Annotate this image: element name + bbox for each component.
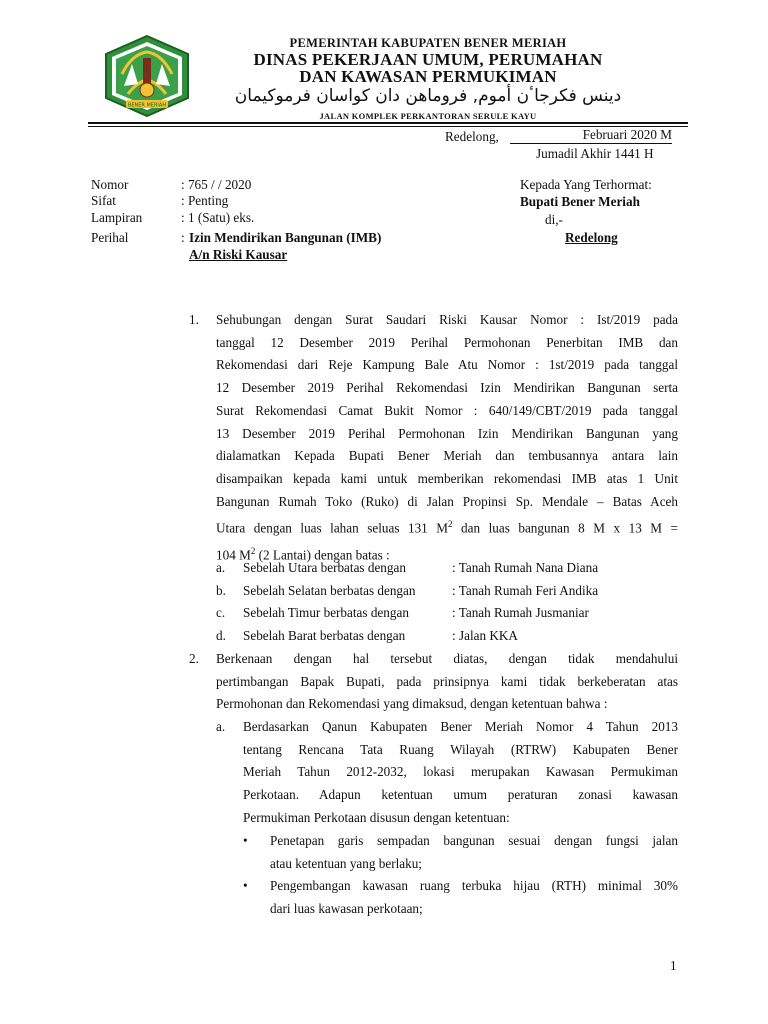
borders-intro-text: (2 Lantai) dengan batas : — [255, 547, 390, 563]
lampiran-value: : 1 (Satu) eks. — [181, 210, 255, 225]
zoning-bullets — [243, 830, 678, 921]
point-1-area-line — [216, 513, 678, 540]
point-2-line: Permohonan dan Rekomendasi yang dimaksud, dengan ketentuan bahwa : — [216, 696, 608, 712]
border-row — [216, 625, 678, 648]
sifat-label: Sifat — [91, 193, 116, 208]
floor-area-text: 104 M — [216, 547, 251, 563]
date-month-year: Februari 2020 M — [510, 128, 672, 144]
point-1-text — [216, 309, 678, 568]
border-label: Sebelah Selatan berbatas dengan — [243, 582, 416, 598]
point-2-line: pertimbangan Bapak Bupati, pada prinsipnya kami tidak berkeberatan atas — [216, 673, 678, 689]
border-value: : Tanah Rumah Jusmaniar — [452, 605, 589, 621]
regency-logo — [102, 34, 192, 118]
date-place: Redelong, — [445, 129, 499, 144]
perihal-colon: : — [181, 230, 185, 245]
floor-area-superscript: 2 — [250, 546, 256, 557]
header-agency-line2: DAN KAWASAN PERMUKIMAN — [299, 67, 557, 86]
point-1-line: Surat Rekomendasi Camat Bukit Nomor : 640/149/CBT/2019 pada tanggal — [216, 402, 678, 418]
border-row — [216, 580, 678, 603]
nomor-label: Nomor — [91, 177, 129, 192]
border-letter: d. — [216, 628, 226, 644]
zoning-bullet-item — [243, 875, 678, 920]
area-superscript: 2 — [448, 519, 453, 530]
area-text: Utara dengan luas lahan seluas 131 M — [216, 520, 449, 536]
header-agency-line1: DINAS PEKERJAAN UMUM, PERUMAHAN — [253, 50, 603, 69]
borders-list — [216, 557, 678, 648]
border-letter: b. — [216, 582, 226, 598]
lampiran-label: Lampiran — [91, 210, 143, 225]
recipient-di: di,- — [545, 212, 563, 227]
building-size-text: dan luas bangunan 8 M x 13 M = — [452, 520, 678, 536]
point-2-line: Berkenaan dengan hal tersebut diatas, dengan tidak mendahului — [216, 651, 678, 666]
point-2a-text — [243, 716, 678, 830]
point-2-number: 2. — [189, 651, 199, 666]
point-2-text — [216, 648, 678, 716]
header-jawi: دينس فكرجاٴن أموم, فروماهن دان كواسان فرموكيمان — [234, 86, 622, 106]
point-2a-letter: a. — [216, 719, 226, 734]
header-divider-thick — [88, 122, 688, 124]
logo-banner-text: BENER MERIAH — [127, 102, 167, 109]
zoning-bullet-item — [243, 830, 678, 875]
point-2a-line: Berdasarkan Qanun Kabupaten Bener Meriah Nomor 4 Tahun 2013 — [243, 719, 678, 734]
point-1-line: Bangunan Rumah Toko (Ruko) di Jalan Propinsi Sp. Mendale – Batas Aceh — [216, 493, 678, 509]
bullet-line: dari luas kawasan perkotaan; — [270, 901, 423, 917]
point-2a-line: Meriah Tahun 2012-2032, lokasi merupakan Kawasan Permukiman — [243, 764, 678, 780]
border-label: Sebelah Barat berbatas dengan — [243, 628, 406, 644]
border-value: : Tanah Rumah Feri Andika — [452, 582, 599, 598]
point-2a-line: Perkotaan. Adapun ketentuan umum peraturan zonasi kawasan — [243, 787, 678, 803]
point-1-line: Rekomendasi dari Reje Kampung Bale Atu Nomor : 1st/2019 pada tanggal — [216, 357, 678, 373]
border-row — [216, 557, 678, 580]
header-government: PEMERINTAH KABUPATEN BENER MERIAH — [289, 36, 567, 50]
border-letter: c. — [216, 605, 226, 621]
border-value: : Jalan KKA — [452, 628, 518, 644]
border-letter: a. — [216, 560, 226, 575]
point-2a-line: Permukiman Perkotaan disusun dengan ketentuan: — [243, 809, 510, 825]
perihal-label: Perihal — [91, 230, 129, 245]
point-1-line: 12 Desember 2019 Perihal Rekomendasi Izin Mendirikan Bangunan serta — [216, 380, 678, 396]
nomor-value: : 765 / / 2020 — [181, 177, 252, 192]
bullet-icon: • — [243, 833, 248, 848]
point-1-line: tanggal 12 Desember 2019 Perihal Permohonan Penerbitan IMB dan — [216, 334, 678, 350]
date-hijri: Jumadil Akhir 1441 H — [536, 146, 654, 161]
bullet-icon: • — [243, 878, 248, 894]
border-value: : Tanah Rumah Nana Diana — [452, 560, 599, 575]
bullet-line: Pengembangan kawasan ruang terbuka hijau (RTH) minimal 30% — [270, 878, 678, 894]
point-1-line: 13 Desember 2019 Perihal Permohonan Izin Mendirikan Bangunan yang — [216, 425, 678, 441]
recipient-city: Redelong — [565, 230, 618, 245]
perihal-applicant: A/n Riski Kausar — [189, 247, 288, 262]
recipient-greeting: Kepada Yang Terhormat: — [520, 177, 652, 192]
header-address: JALAN KOMPLEK PERKANTORAN SERULE KAYU — [319, 111, 537, 121]
border-label: Sebelah Utara berbatas dengan — [243, 560, 406, 575]
point-1-line: Sehubungan dengan Surat Saudari Riski Kausar Nomor : Ist/2019 pada — [216, 312, 678, 327]
point-1-number: 1. — [189, 312, 199, 327]
border-row — [216, 602, 678, 625]
bullet-line: Penetapan garis sempadan bangunan sesuai dengan fungsi jalan — [270, 833, 678, 848]
border-label: Sebelah Timur berbatas dengan — [243, 605, 409, 621]
recipient-name: Bupati Bener Meriah — [520, 194, 640, 209]
perihal-subject: Izin Mendirikan Bangunan (IMB) — [189, 230, 382, 245]
sifat-value: : Penting — [181, 193, 229, 208]
bullet-line: atau ketentuan yang berlaku; — [270, 855, 422, 871]
point-1-line: dialamatkan Kepada Bupati Bener Meriah dan tembusannya antara lain — [216, 448, 678, 464]
point-1-line: disampaikan kepada kami untuk memberikan rekomendasi IMB atas 1 Unit — [216, 470, 678, 486]
page-number: 1 — [670, 958, 677, 973]
point-2a-line: tentang Rencana Tata Ruang Wilayah (RTRW) Kabupaten Bener — [243, 741, 678, 757]
